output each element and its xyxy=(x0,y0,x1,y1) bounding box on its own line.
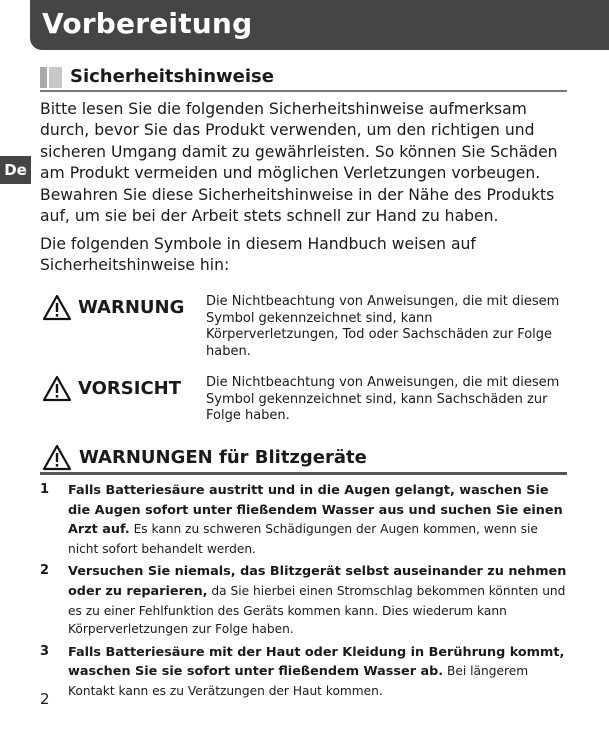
language-tab: De xyxy=(0,156,31,184)
list-item xyxy=(40,481,567,558)
item-bold-text: Falls Batteriesäure mit der Haut oder Kleidung in Berührung kommt, waschen Sie sie sofort unter fließendem Wasser ab. xyxy=(68,644,565,680)
item-text: Bei längerem Kontakt kann es zu Verätzungen der Haut kommen. xyxy=(68,664,529,698)
page-title: Vorbereitung xyxy=(42,7,253,40)
symbol-description: Die Nichtbeachtung von Anweisungen, die mit diesem Symbol gekennzeichnet sind, kann Körperverletzungen, Tod oder Sachschäden zur Folge haben. xyxy=(206,294,560,359)
item-bold-text: Falls Batteriesäure austritt und in die Augen gelangt, waschen Sie die Augen sofort unter fließendem Wasser aus und suchen Sie einen Arzt auf. xyxy=(68,483,563,538)
page-number: 2 xyxy=(40,690,50,708)
warning-triangle-icon xyxy=(42,294,72,321)
list-item xyxy=(40,643,567,701)
item-number: 1 xyxy=(40,482,50,497)
warnings-header xyxy=(42,442,567,476)
intro-paragraph-2: Die folgenden Symbole in diesem Handbuch weisen auf Sicherheitshinweise hin: xyxy=(40,235,476,275)
section-title: Sicherheitshinweise xyxy=(70,66,274,87)
warnings-list xyxy=(40,481,567,705)
item-text: da Sie hierbei einen Stromschlag bekommen könnten und es zu einer Fehlfunktion des Geräts kommen kann. Dies wiederum kann Körperverletzungen zur Folge haben. xyxy=(68,583,566,637)
section-marker-light xyxy=(49,67,62,88)
symbol-label: WARNUNG xyxy=(78,297,185,318)
symbol-label: VORSICHT xyxy=(78,378,181,399)
title-bar xyxy=(30,0,609,50)
warning-triangle-icon xyxy=(42,444,72,471)
list-item xyxy=(40,562,567,638)
warnings-divider xyxy=(40,472,567,475)
section-marker xyxy=(40,67,47,88)
symbol-description: Die Nichtbeachtung von Anweisungen, die mit diesem Symbol gekennzeichnet sind, kann Sachschäden zur Folge haben. xyxy=(206,375,560,423)
section-header xyxy=(40,66,567,92)
item-bold-text: Versuchen Sie niemals, das Blitzgerät selbst auseinander zu nehmen oder zu reparieren, xyxy=(68,564,567,599)
section-divider xyxy=(40,90,567,92)
warning-triangle-icon xyxy=(42,375,72,402)
warnings-title: WARNUNGEN für Blitzgeräte xyxy=(79,447,367,468)
item-text: Es kann zu schweren Schädigungen der Augen kommen, wenn sie nicht sofort behandelt werden. xyxy=(68,522,538,556)
item-number: 2 xyxy=(40,563,50,579)
intro-paragraph-1: Bitte lesen Sie die folgenden Sicherheitshinweise aufmerksam durch, bevor Sie das Produkt verwenden, um den richtigen und sicheren Umgang damit zu gewährleisten. So können Sie Schäden am Produkt vermeiden und möglichen Verletzungen vorbeugen. Bewahren Sie diese Sicherheitshinweise in der Nähe des Produkts auf, um sie bei der Arbeit stets schnell zur Hand zu haben. xyxy=(40,100,558,226)
item-number: 3 xyxy=(40,643,50,659)
